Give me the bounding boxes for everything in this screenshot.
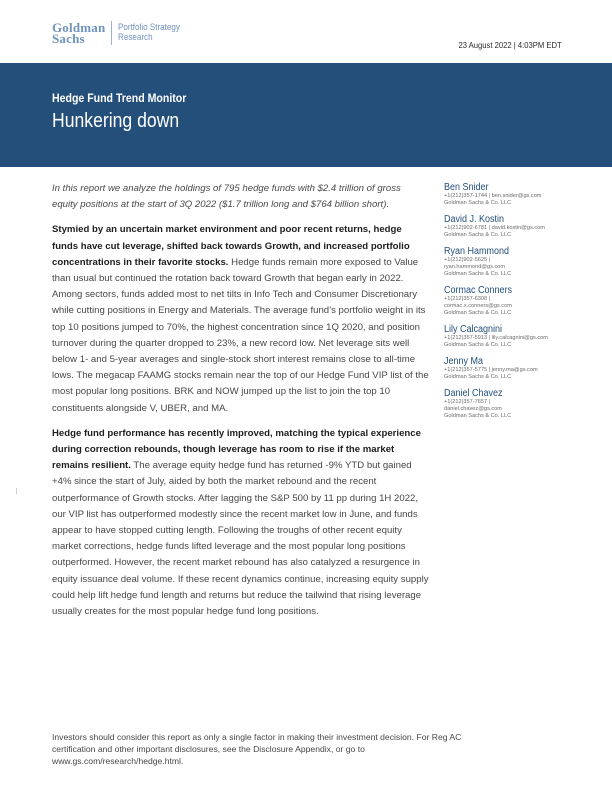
author-entry (444, 356, 604, 381)
title-banner (0, 63, 612, 167)
author-entry (444, 388, 604, 420)
author-entry (444, 246, 604, 278)
disclaimer: Investors should consider this report as only a single factor in making their investment decision. For Reg AC certification and other important disclosures, see the Disclosure Appendix, or go to www.gs.com/research/hedge.html. (52, 732, 462, 766)
author-line: Goldman Sachs & Co. LLC (444, 310, 512, 316)
paragraph-1-body: Hedge funds remain more exposed to Value than usual but continued the rotation back toward Growth that began early in 2022. Among sectors, funds added most to net tilts in Info Tech and Consumer Discretionary while cutting positions in Energy and Materials. The average fund’s portfolio weight in its top 10 positions jumped to 70%, the highest concentration since 1Q 2020, and position turnover during the quarter dropped to 23%, a new record low. Net leverage sits well below 1- and 5-year averages and single-stock short interest remains close to all-time lows. The megacap FAAMG stocks remain near the top of our Hedge Fund VIP list of the most popular long positions. BRK and NOW jumped up the list to join the top 10 constituents alongside V, UBER, and MA. (52, 256, 429, 414)
author-line: Goldman Sachs & Co. LLC (444, 271, 512, 277)
paragraph-2-lead: Hedge fund performance has recently improved, matching the typical experience during correction rebounds, though leverage has room to rise if the market remains resilient. (52, 427, 421, 472)
paragraph-1-lead: Stymied by an uncertain market environment and poor recent returns, hedge funds have cut leverage, shifted back towards Growth, and increased portfolio concentrations in their favorite stocks. (52, 224, 410, 268)
author-name: Lily Calcagnini (444, 324, 503, 335)
department-line-2: Research (118, 32, 153, 43)
author-contact[interactable]: daniel.chavez@gs.com (444, 406, 502, 412)
logo-wordmark (52, 22, 105, 44)
author-name: Ryan Hammond (444, 246, 510, 257)
paragraph-2 (52, 426, 429, 620)
logo-line-1: Goldman (52, 20, 106, 35)
author-entry (444, 285, 604, 317)
report-date: 23 August 2022 | 4:03PM EDT (458, 40, 562, 50)
author-entry (444, 214, 604, 239)
author-line: Goldman Sachs & Co. LLC (444, 374, 512, 380)
author-line: Goldman Sachs & Co. LLC (444, 200, 512, 206)
intro-summary: In this report we analyze the holdings of 795 hedge funds with $2.4 trillion of gross equity positions at the start of 3Q 2022 ($1.7 trillion long and $764 billion short). (52, 183, 401, 211)
author-name: Jenny Ma (444, 356, 484, 367)
author-line: Goldman Sachs & Co. LLC (444, 413, 512, 419)
author-contact[interactable]: +1(212)357-5775 | jenny.ma@gs.com (444, 367, 538, 373)
logo-line-2: Sachs (52, 31, 85, 46)
author-line: Goldman Sachs & Co. LLC (444, 232, 512, 238)
goldman-sachs-logo (52, 21, 191, 45)
author-name: Daniel Chavez (444, 388, 503, 399)
author-line: +1(212)357-6308 | (444, 296, 491, 302)
author-contact[interactable]: +1(212)902-6781 | david.kostin@gs.com (444, 225, 545, 231)
report-title: Hunkering down (52, 110, 180, 132)
author-name: Cormac Conners (444, 285, 513, 296)
author-contact[interactable]: ryan.hammond@gs.com (444, 264, 506, 270)
author-contact[interactable]: +1(212)357-1744 | ben.snider@gs.com (444, 193, 542, 199)
author-contact[interactable]: +1(212)357-5913 | lily.calcagnini@gs.com (444, 335, 548, 341)
margin-mark (16, 488, 17, 494)
logo-divider (111, 21, 112, 45)
series-title: Hedge Fund Trend Monitor (52, 91, 187, 105)
author-line: +1(212)357-7657 | (444, 399, 491, 405)
author-name: David J. Kostin (444, 214, 505, 225)
author-entry (444, 324, 604, 349)
department-label (118, 23, 180, 43)
paragraph-1 (52, 222, 429, 416)
paragraph-2-body: The average equity hedge fund has returned -9% YTD but gained +4% since the start of July, aided by both the market rebound and the recent outperformance of Growth stocks. After lagging the S&P 500 by 11 pp during 1H 2022, our VIP list has outperformed modestly since the recent market low in June, and funds appear to have stopped cutting length. Following the troughs of other recent equity market corrections, hedge funds lifted leverage and the most popular long positions outperformed. However, the recent market rebound has also catalyzed a resurgence in equity issuance deal volume. If these recent dynamics continue, increasing equity supply could help lift hedge fund length and returns but reduce the tailwind that rising leverage usually creates for the most popular hedge fund long positions. (52, 460, 429, 618)
author-line: Goldman Sachs & Co. LLC (444, 342, 512, 348)
author-list (444, 182, 604, 427)
department-line-1: Portfolio Strategy (118, 22, 181, 33)
author-contact[interactable]: cormac.x.conners@gs.com (444, 303, 512, 309)
author-line: +1(212)902-5625 | (444, 257, 491, 263)
author-name: Ben Snider (444, 182, 489, 193)
main-body (52, 181, 429, 629)
author-entry (444, 182, 604, 207)
